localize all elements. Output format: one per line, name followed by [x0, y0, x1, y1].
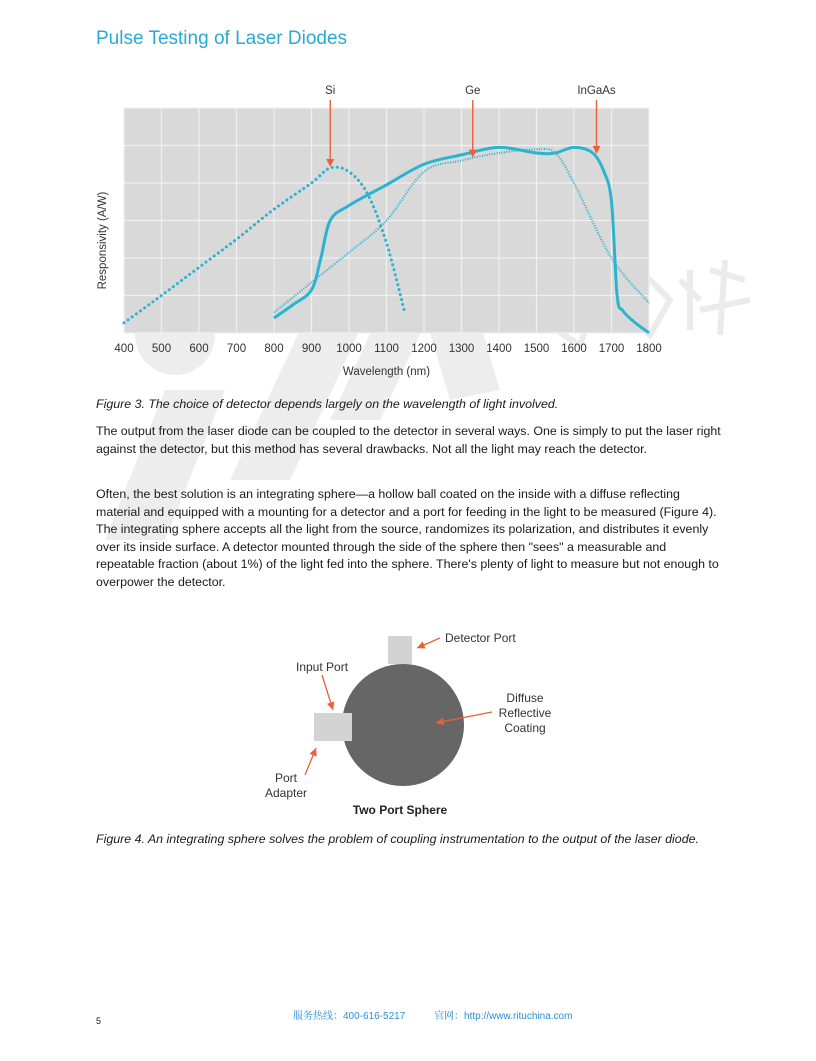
input-port-arrow — [322, 675, 333, 710]
figure4-caption: Figure 4. An integrating sphere solves the problem of coupling instrumentation to the output of the laser diode. — [96, 832, 699, 846]
annotation-si: Si — [325, 85, 336, 97]
coating-label-2: Reflective — [498, 706, 552, 720]
sphere — [342, 664, 464, 786]
chart-canvas — [90, 78, 690, 388]
x-tick-label: 1700 — [598, 343, 625, 355]
coating-label-3: Coating — [504, 721, 546, 735]
detector-port-label: Detector Port — [445, 631, 516, 645]
x-tick-label: 1200 — [411, 343, 437, 355]
x-axis-label: Wavelength (nm) — [342, 366, 431, 378]
x-tick-label: 900 — [301, 343, 322, 355]
figure3-caption: Figure 3. The choice of detector depends largely on the wavelength of light involved. — [96, 397, 559, 411]
page-title: Pulse Testing of Laser Diodes — [96, 28, 348, 49]
page-number: 5 — [96, 1016, 102, 1026]
x-tick-label: 800 — [264, 343, 284, 355]
integrating-sphere-diagram — [250, 620, 580, 825]
x-tick-label: 500 — [151, 343, 172, 355]
footer-contact — [293, 1007, 598, 1022]
paragraph-1: The output from the laser diode can be coupled to the detector in several ways. One is simply to put the laser right against the detector, but this method has several drawbacks. Not all the light may reach the detector. — [96, 424, 721, 456]
detector-port — [388, 636, 412, 664]
adapter-arrow — [305, 748, 316, 775]
x-tick-label: 1400 — [486, 343, 512, 355]
diagram-title: Two Port Sphere — [352, 803, 448, 817]
annotation-ingaas: InGaAs — [577, 85, 616, 97]
y-axis-label: Responsivity (A/W) — [97, 191, 109, 290]
coating-label-1: Diffuse — [506, 691, 544, 705]
footer-hotline: 服务热线：400-616-5217 — [293, 1011, 406, 1022]
x-tick-label: 1600 — [561, 343, 587, 355]
x-tick-label: 1100 — [374, 343, 399, 355]
adapter-label-1: Port — [274, 771, 298, 785]
responsivity-chart — [90, 78, 690, 388]
adapter-label-2: Adapter — [264, 786, 308, 800]
x-tick-label: 700 — [226, 343, 247, 355]
paragraph-2: Often, the best solution is an integrating sphere—a hollow ball coated on the inside with a diffuse reflecting material and equipped with a mounting for a detector and a port for feeding in the light to be measured (Figure 4). The integrating sphere accepts all the light from the source, randomizes its polarization, and distributes it evenly over its inside surface. A detector mounted through the side of the sphere then "sees" a measurable and repeatable fraction (about 1%) of the light fed into the sphere. There's plenty of light to measure but not enough to overpower the detector. — [96, 487, 719, 589]
x-tick-label: 1500 — [523, 343, 550, 355]
x-tick-label: 400 — [114, 343, 134, 355]
x-tick-label: 1800 — [636, 343, 662, 355]
annotation-ge: Ge — [465, 85, 481, 97]
detector-port-arrow — [417, 638, 440, 648]
x-tick-label: 1000 — [336, 343, 362, 355]
footer-website[interactable]: 官网：http://www.rituchina.com — [434, 1011, 573, 1022]
x-tick-label: 600 — [189, 343, 209, 355]
input-port-label: Input Port — [296, 660, 349, 674]
x-tick-label: 1300 — [448, 343, 475, 355]
input-port — [314, 713, 352, 741]
